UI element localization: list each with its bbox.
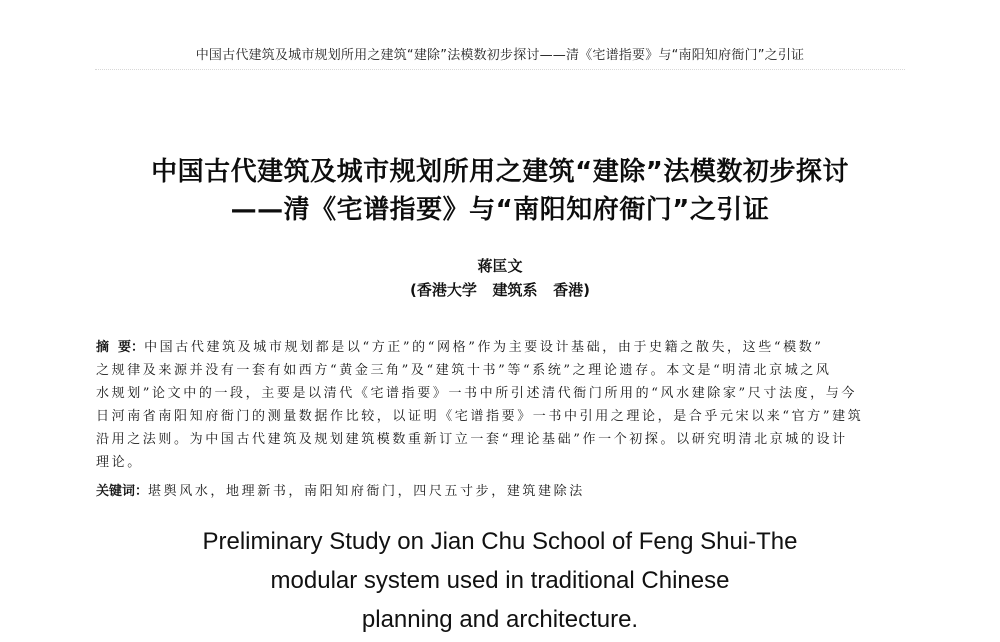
running-header: 中国古代建筑及城市规划所用之建筑“建除”法模数初步探讨——清《宅谱指要》与“南阳知府衙门”之引证 [195, 48, 805, 63]
abstract-line: 沿用之法则。为中国古代建筑及规划建筑模数重新订立一套“理论基础”作一个初探。以研究明清北京城的设计 [96, 432, 848, 447]
author-affiliation: (香港大学 建筑系 香港) [409, 281, 591, 299]
english-title [0, 522, 1000, 639]
keywords-text: 堪舆风水，地理新书，南阳知府衙门，四尺五寸步，建筑建除法 [148, 484, 585, 499]
abstract-label: 摘 要： [96, 340, 145, 355]
abstract-text: 中国古代建筑及城市规划都是以“方正”的“网格”作为主要设计基础，由于史籍之散失，这些“模数” [144, 340, 824, 355]
title-line-2: ——清《宅谱指要》与“南阳知府衙门”之引证 [230, 195, 770, 225]
abstract-line: 水规划”论文中的一段，主要是以清代《宅谱指要》一书中所引述清代衙门所用的“风水建除家”尺寸法度，与今 [96, 386, 857, 401]
keywords-label: 关键词： [96, 484, 149, 499]
author-name: 蒋匡文 [477, 257, 523, 275]
abstract-line: 理论。 [96, 455, 143, 470]
abstract [96, 336, 904, 474]
author-block [0, 254, 1000, 302]
header-rule [95, 69, 905, 71]
paper-title [0, 153, 1000, 229]
abstract-line [96, 336, 904, 359]
title-line-1: 中国古代建筑及城市规划所用之建筑“建除”法模数初步探讨 [151, 157, 849, 187]
english-title-line-1: Preliminary Study on Jian Chu School of Feng Shui-The [202, 528, 798, 555]
abstract-line: 之规律及来源并没有一套有如西方“黄金三角”及“建筑十书”等“系统”之理论遗存。本文是“明清北京城之风 [96, 363, 832, 378]
english-title-line-2: modular system used in traditional Chinese [270, 567, 730, 594]
keywords [96, 480, 904, 503]
abstract-line: 日河南省南阳知府衙门的测量数据作比较，以证明《宅谱指要》一书中引用之理论，是合乎元宋以来“官方”建筑 [96, 409, 864, 424]
english-title-line-3: planning and architecture. [361, 606, 639, 633]
